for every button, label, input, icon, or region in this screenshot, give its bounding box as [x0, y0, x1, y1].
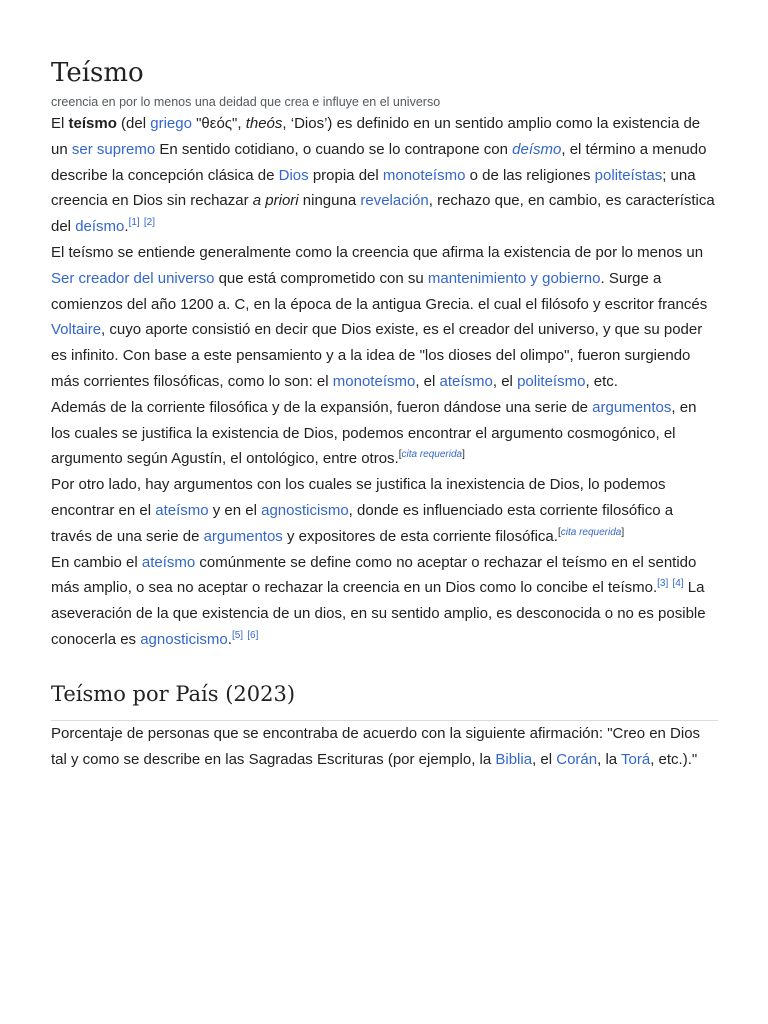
paragraph-overview	[51, 240, 718, 395]
text-run: .	[124, 218, 129, 236]
link-dios[interactable]: Dios	[278, 166, 309, 184]
bracket: [	[398, 449, 402, 461]
text-run: El	[51, 115, 69, 132]
citation-needed-link[interactable]: cita requerida	[401, 449, 463, 461]
article-body	[51, 111, 718, 772]
link-deismo[interactable]: deísmo	[75, 218, 125, 236]
link-ser-creador[interactable]: Ser creador del universo	[51, 269, 215, 287]
page-subtitle: creencia en por lo menos una deidad que crea e influye en el universo	[51, 95, 441, 109]
link-ser-supremo[interactable]: ser supremo	[71, 140, 156, 158]
reference-link-6[interactable]: [6]	[247, 629, 259, 641]
text-run: La aseveración de la que existencia de un dios, en su sentido amplio, es desconocida o no es posible conocerla es	[51, 579, 706, 648]
text-run: , el	[492, 372, 518, 390]
page-title: Teísmo	[51, 58, 144, 88]
text-run: , donde es influenciado esta corriente filosófico a través de una serie de	[51, 501, 674, 545]
text-run: , el	[532, 750, 557, 768]
link-revelacion[interactable]: revelación	[360, 192, 429, 210]
text-run: que está comprometido con su	[214, 269, 428, 287]
link-agnosticismo[interactable]: agnosticismo	[261, 501, 349, 519]
link-tora[interactable]: Torá	[621, 750, 651, 768]
link-politeismo[interactable]: politeísmo	[517, 372, 586, 390]
text-run: El teísmo se entiende generalmente como la creencia que afirma la existencia de por lo menos un	[51, 243, 704, 261]
link-agnosticismo[interactable]: agnosticismo	[140, 630, 228, 648]
text-run: . Surge a comienzos del año 1200 a. C, en la época de la antigua Grecia. el cual el filósofo y escritor francés	[51, 269, 708, 313]
text-run: Además de la corriente filosófica y de la expansión, fueron dándose una serie de	[51, 398, 593, 416]
link-biblia[interactable]: Biblia	[495, 750, 533, 768]
bold-term: teísmo	[68, 115, 117, 132]
text-run: ninguna	[298, 192, 361, 210]
link-voltaire[interactable]: Voltaire	[51, 321, 102, 339]
reference-link-3[interactable]: [3]	[657, 578, 669, 590]
bracket: ]	[621, 526, 625, 538]
paragraph-definition	[51, 111, 718, 240]
reference-link-4[interactable]: [4]	[672, 578, 684, 590]
text-run: En sentido cotidiano, o cuando se lo contrapone con	[155, 140, 513, 158]
text-run: Por otro lado, hay argumentos con los cuales se justifica la inexistencia de Dios, lo podemos encontrar en el	[51, 476, 666, 519]
link-mantenimiento[interactable]: mantenimiento y gobierno	[427, 269, 601, 287]
text-run: , el	[415, 372, 440, 390]
text-run: , la	[597, 750, 622, 768]
citation-needed	[558, 527, 624, 538]
text-run: , ‘Dios’) es definido en un sentido amplio como la existencia de un	[51, 115, 701, 158]
link-deismo-italic[interactable]: deísmo	[512, 140, 562, 158]
paragraph-counterarguments	[51, 472, 718, 549]
paragraph-arguments	[51, 395, 718, 472]
link-monoteismo[interactable]: monoteísmo	[332, 372, 416, 390]
reference-2	[144, 217, 155, 228]
link-ateismo[interactable]: ateísmo	[439, 372, 493, 390]
text-run: En cambio el	[51, 553, 142, 571]
italic-a-priori: a priori	[252, 192, 299, 210]
link-coran[interactable]: Corán	[556, 750, 598, 768]
link-ateismo[interactable]: ateísmo	[155, 501, 209, 519]
citation-needed-link[interactable]: cita requerida	[560, 526, 622, 538]
link-argumentos[interactable]: argumentos	[203, 527, 283, 545]
text-run: , rechazo que, en cambio, es característica del	[51, 192, 715, 236]
bracket: ]	[462, 449, 465, 461]
paragraph-section-intro	[51, 721, 718, 773]
text-run: y en el	[208, 501, 262, 519]
text-run: , etc.)."	[650, 750, 698, 768]
text-run: .	[227, 630, 232, 648]
text-run: "θεός",	[191, 115, 246, 132]
reference-5	[232, 630, 243, 641]
section-heading: Teísmo por País (2023)	[51, 679, 718, 721]
text-run: , etc.	[585, 372, 618, 390]
reference-link-5[interactable]: [5]	[231, 629, 244, 641]
text-run: , cuyo aporte consistió en decir que Dios existe, es el creador del universo, y que su poder es infinito. Con base a este pensamiento y a la idea de "los dioses del olimpo", fueron surgiendo más corrientes filosóficas, como lo son: el	[51, 321, 703, 390]
link-argumentos[interactable]: argumentos	[592, 398, 672, 416]
link-ateismo[interactable]: ateísmo	[141, 553, 196, 571]
text-run: y expositores de esta corriente filosófica.	[282, 527, 558, 545]
reference-link-1[interactable]: [1]	[128, 217, 140, 229]
paragraph-atheism	[51, 550, 718, 653]
text-run: Porcentaje de personas que se encontraba de acuerdo con la siguiente afirmación: "Creo en Dios tal y como se describe en las Sagradas Escrituras (por ejemplo, la	[51, 724, 701, 768]
italic-theos: theós	[245, 115, 283, 132]
text-run: ; una creencia en Dios sin rechazar	[51, 166, 696, 210]
text-run: , el término a menudo describe la concepción clásica de	[51, 140, 707, 184]
text-run: (del	[116, 115, 151, 132]
reference-link-2[interactable]: [2]	[143, 217, 155, 229]
link-politeistas[interactable]: politeístas	[594, 166, 663, 184]
bracket: [	[557, 526, 561, 538]
link-monoteismo[interactable]: monoteísmo	[382, 166, 466, 184]
text-run: , en los cuales se justifica la existencia de Dios, podemos encontrar el argumento cosmogónico, el argumento según Agustín, el ontológico, entre otros.	[51, 398, 697, 468]
reference-3	[657, 578, 668, 589]
text-run: propia del	[308, 166, 383, 184]
link-griego[interactable]: griego	[150, 115, 192, 132]
text-run: o de las religiones	[465, 166, 595, 184]
reference-6	[247, 630, 258, 641]
reference-4	[672, 578, 683, 589]
text-run: comúnmente se define como no aceptar o rechazar el teísmo en el sentido más amplio, o sea no aceptar o rechazar la creencia en un Dios como lo concibe el teísmo.	[51, 553, 697, 597]
reference-1	[129, 217, 140, 228]
citation-needed	[399, 449, 465, 460]
